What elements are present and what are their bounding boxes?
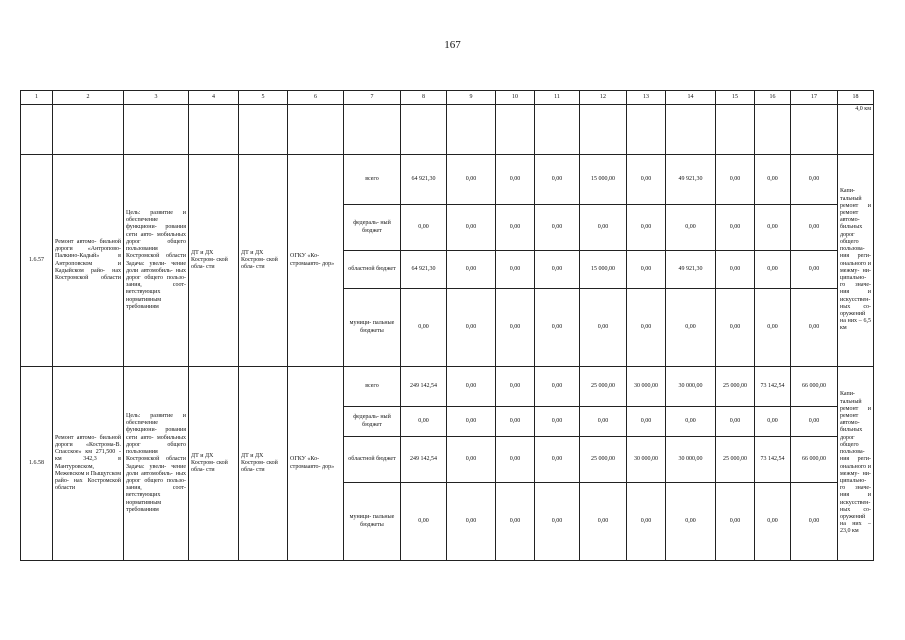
continuation-row [21, 105, 874, 155]
value-cell: 0,00 [755, 483, 791, 561]
executor: ДТ и ДХ Костром- ской обла- сти [239, 155, 288, 367]
value-cell: 0,00 [791, 483, 838, 561]
value-cell: 0,00 [447, 483, 496, 561]
header-cell: 17 [791, 91, 838, 105]
project-name: Ремонт автомо- бильной дороги «Антропово- Палкино-Кадый» в Антроповском и Кадыйском райо- нах Костромской области [53, 155, 124, 367]
value-cell: 0,00 [716, 251, 755, 289]
table-row [21, 367, 874, 407]
value-cell: 0,00 [401, 205, 447, 251]
header-cell: 15 [716, 91, 755, 105]
row-number: 1.6.57 [21, 155, 53, 367]
value-cell: 66 000,00 [791, 367, 838, 407]
value-cell: 30 000,00 [627, 437, 666, 483]
funding-label: всего [344, 367, 401, 407]
contractor: ОГКУ «Ко- стромаавто- дор» [288, 155, 344, 367]
value-cell: 0,00 [627, 205, 666, 251]
value-cell: 0,00 [447, 205, 496, 251]
value-cell: 0,00 [496, 205, 535, 251]
value-cell: 0,00 [627, 407, 666, 437]
value-cell: 0,00 [755, 289, 791, 367]
header-cell: 4 [189, 91, 239, 105]
value-cell: 0,00 [447, 437, 496, 483]
value-cell: 0,00 [627, 483, 666, 561]
value-cell: 0,00 [401, 483, 447, 561]
value-cell: 66 000,00 [791, 437, 838, 483]
value-cell: 64 921,30 [401, 155, 447, 205]
value-cell: 0,00 [666, 205, 716, 251]
value-cell: 0,00 [496, 437, 535, 483]
result-note: Капи- тальный ремонт и ремонт автомо- бильных дорог общего пользова- ния реги- онального и межму- ни- ципально- го значе- ния и искусствен- ных со- оружений на них – 6,5 км [838, 155, 874, 367]
value-cell: 0,00 [791, 251, 838, 289]
value-cell: 0,00 [755, 251, 791, 289]
value-cell: 0,00 [535, 367, 580, 407]
value-cell: 25 000,00 [716, 367, 755, 407]
value-cell: 25 000,00 [716, 437, 755, 483]
value-cell: 0,00 [535, 437, 580, 483]
value-cell: 0,00 [535, 289, 580, 367]
header-cell: 6 [288, 91, 344, 105]
funding-label: федераль- ный бюджет [344, 407, 401, 437]
value-cell: 0,00 [716, 289, 755, 367]
funding-label: областной бюджет [344, 437, 401, 483]
value-cell: 73 142,54 [755, 437, 791, 483]
header-cell: 1 [21, 91, 53, 105]
value-cell: 0,00 [496, 251, 535, 289]
value-cell: 64 921,30 [401, 251, 447, 289]
value-cell: 0,00 [535, 251, 580, 289]
header-cell: 5 [239, 91, 288, 105]
header-row [21, 91, 874, 105]
value-cell: 73 142,54 [755, 367, 791, 407]
value-cell: 0,00 [496, 155, 535, 205]
continuation-note: 4,0 км [838, 105, 874, 155]
value-cell: 0,00 [791, 289, 838, 367]
value-cell: 0,00 [447, 289, 496, 367]
value-cell: 0,00 [755, 407, 791, 437]
value-cell: 0,00 [535, 155, 580, 205]
executor: ДТ и ДХ Костром- ской обла- сти [239, 367, 288, 561]
value-cell: 0,00 [666, 289, 716, 367]
value-cell: 25 000,00 [580, 367, 627, 407]
header-cell: 3 [124, 91, 189, 105]
funding-label: муници- пальные бюджеты [344, 289, 401, 367]
header-cell: 16 [755, 91, 791, 105]
customer: ДТ и ДХ Костром- ской обла- сти [189, 367, 239, 561]
value-cell: 15 000,00 [580, 251, 627, 289]
value-cell: 0,00 [791, 155, 838, 205]
result-note: Капи- тальный ремонт и ремонт автомо- бильных дорог общего пользова- ния реги- онального и межму- ни- ципально- го значе- ния и искусствен- ных со- оружений на них – 23,0 км [838, 367, 874, 561]
value-cell: 0,00 [666, 483, 716, 561]
header-cell: 12 [580, 91, 627, 105]
budget-table [20, 90, 874, 561]
value-cell: 0,00 [401, 289, 447, 367]
goal-text: Цель: развитие и обеспечение функциони- рования сети авто- мобильных дорог общего пользования Костромской области Задача: увели- чение доли автомобиль- ных дорог общего пользо- зания, соот- ветствующих нормативным требованиям [124, 155, 189, 367]
value-cell: 0,00 [535, 205, 580, 251]
value-cell: 249 142,54 [401, 367, 447, 407]
value-cell: 0,00 [755, 205, 791, 251]
header-cell: 7 [344, 91, 401, 105]
value-cell: 0,00 [580, 407, 627, 437]
header-cell: 10 [496, 91, 535, 105]
value-cell: 49 921,30 [666, 155, 716, 205]
header-cell: 9 [447, 91, 496, 105]
value-cell: 25 000,00 [580, 437, 627, 483]
value-cell: 0,00 [791, 407, 838, 437]
value-cell: 0,00 [627, 251, 666, 289]
value-cell: 0,00 [447, 251, 496, 289]
header-cell: 8 [401, 91, 447, 105]
funding-label: всего [344, 155, 401, 205]
contractor: ОГКУ «Ко- стромаавто- дор» [288, 367, 344, 561]
header-cell: 11 [535, 91, 580, 105]
value-cell: 0,00 [627, 155, 666, 205]
value-cell: 0,00 [447, 155, 496, 205]
goal-text: Цель: развитие и обеспечение функциони- рования сети авто- мобильных дорог общего пользования Костромской области Задача: увели- чение доли автомобиль- ных дорог общего пользо- зания, соот- ветствующих нормативным требованиям [124, 367, 189, 561]
funding-label: муници- пальные бюджеты [344, 483, 401, 561]
value-cell: 0,00 [535, 483, 580, 561]
value-cell: 0,00 [496, 483, 535, 561]
value-cell: 0,00 [580, 289, 627, 367]
value-cell: 15 000,00 [580, 155, 627, 205]
value-cell: 0,00 [755, 155, 791, 205]
value-cell: 0,00 [496, 407, 535, 437]
funding-label: областной бюджет [344, 251, 401, 289]
value-cell: 0,00 [716, 407, 755, 437]
value-cell: 0,00 [496, 367, 535, 407]
value-cell: 49 921,30 [666, 251, 716, 289]
header-cell: 13 [627, 91, 666, 105]
value-cell: 0,00 [496, 289, 535, 367]
value-cell: 0,00 [447, 407, 496, 437]
value-cell: 0,00 [580, 205, 627, 251]
value-cell: 0,00 [580, 483, 627, 561]
value-cell: 0,00 [666, 407, 716, 437]
header-cell: 18 [838, 91, 874, 105]
funding-label: федераль- ный бюджет [344, 205, 401, 251]
value-cell: 0,00 [535, 407, 580, 437]
page-number: 167 [444, 39, 461, 51]
value-cell: 30 000,00 [666, 437, 716, 483]
value-cell: 0,00 [716, 155, 755, 205]
value-cell: 0,00 [447, 367, 496, 407]
header-cell: 14 [666, 91, 716, 105]
table-row [21, 155, 874, 205]
value-cell: 0,00 [627, 289, 666, 367]
value-cell: 0,00 [716, 205, 755, 251]
value-cell: 0,00 [791, 205, 838, 251]
customer: ДТ и ДХ Костром- ской обла- сти [189, 155, 239, 367]
row-number: 1.6.58 [21, 367, 53, 561]
value-cell: 0,00 [401, 407, 447, 437]
value-cell: 30 000,00 [666, 367, 716, 407]
value-cell: 30 000,00 [627, 367, 666, 407]
header-cell: 2 [53, 91, 124, 105]
value-cell: 0,00 [716, 483, 755, 561]
value-cell: 249 142,54 [401, 437, 447, 483]
project-name: Ремонт автомо- бильной дороги «Кострома-В. Спасское» км 271,500 - км 342,3 в Мантуровском, Межевском и Пыщугском райо- нах Костромской области [53, 367, 124, 561]
